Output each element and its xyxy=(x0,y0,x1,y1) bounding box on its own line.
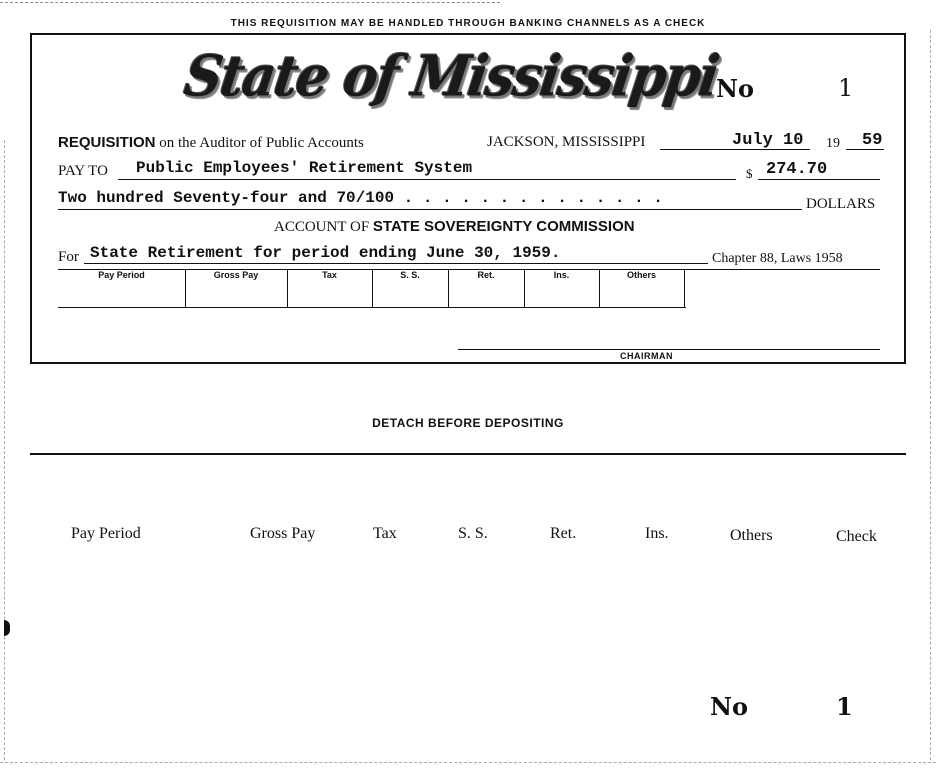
stub-header-gross-pay: Gross Pay xyxy=(250,525,316,542)
detach-notice: DETACH BEFORE DEPOSITING xyxy=(372,416,564,430)
requisition-label: REQUISITION xyxy=(58,134,156,151)
stub-header-others: Others xyxy=(730,527,773,544)
year-typed: 59 xyxy=(862,131,883,150)
amount-line xyxy=(758,179,880,180)
banking-note: THIS REQUISITION MAY BE HANDLED THROUGH BANKING CHANNELS AS A CHECK xyxy=(230,18,706,29)
stub-header-tax: Tax xyxy=(373,525,397,542)
purpose-line xyxy=(84,263,708,264)
chairman-label: CHAIRMAN xyxy=(620,351,673,361)
state-logo xyxy=(180,43,722,120)
stub-header-check: Check xyxy=(836,528,877,545)
payee-line xyxy=(118,179,736,180)
grid-header-ss: S. S. xyxy=(400,270,420,280)
dollars-label: DOLLARS xyxy=(806,196,876,212)
stub-header-pay-period: Pay Period xyxy=(71,525,141,542)
grid-header-pay-period: Pay Period xyxy=(98,270,145,280)
grid-bottom-line xyxy=(58,307,686,308)
grid-header-others: Others xyxy=(626,270,656,280)
chapter: Chapter 88, Laws 1958 xyxy=(712,251,843,266)
perforation-bottom xyxy=(0,762,936,763)
amount-words-line xyxy=(58,209,802,210)
grid-divider xyxy=(684,269,685,307)
account-line xyxy=(274,218,635,236)
purpose: State Retirement for period ending June 30, 1959. xyxy=(90,244,561,262)
account-prefix: ACCOUNT OF xyxy=(274,219,370,235)
stub-header-ins: Ins. xyxy=(645,525,669,542)
check-number-value: 1 xyxy=(838,74,854,102)
stub-number-value: 1 xyxy=(836,692,853,721)
perforation-right xyxy=(930,30,931,760)
stub-number-label: No xyxy=(710,692,748,721)
account-name: STATE SOVEREIGNTY COMMISSION xyxy=(372,218,635,235)
requisition-line xyxy=(58,134,364,152)
stub-top-line xyxy=(30,453,906,455)
amount: 274.70 xyxy=(766,160,828,179)
requisition-text: on the Auditor of Public Accounts xyxy=(159,135,364,151)
date-typed: July 10 xyxy=(732,131,804,150)
grid-header-tax: Tax xyxy=(322,270,337,280)
amount-words: Two hundred Seventy-four and 70/100 . . . . . . . . . . . . . . xyxy=(58,189,663,207)
perforation-top xyxy=(0,2,500,3)
payee: Public Employees' Retirement System xyxy=(136,159,473,177)
perforation-left xyxy=(4,140,5,760)
stub-header-ret: Ret. xyxy=(550,525,577,542)
check-number-label: No xyxy=(716,74,754,103)
grid-header-ret: Ret. xyxy=(477,270,495,280)
edge-mark xyxy=(4,620,10,636)
grid-header-gross-pay: Gross Pay xyxy=(213,270,259,280)
signature-line xyxy=(458,349,880,350)
for-label: For xyxy=(58,249,79,265)
pay-to-label: PAY TO xyxy=(58,163,108,179)
year-prefix: 19 xyxy=(826,136,840,151)
location: JACKSON, MISSISSIPPI xyxy=(487,134,646,150)
stub-header-ss: S. S. xyxy=(458,525,488,542)
dollar-sign: $ xyxy=(746,166,753,181)
logo-text: State of Mississippi xyxy=(180,43,722,110)
grid-header-ins: Ins. xyxy=(553,270,570,280)
